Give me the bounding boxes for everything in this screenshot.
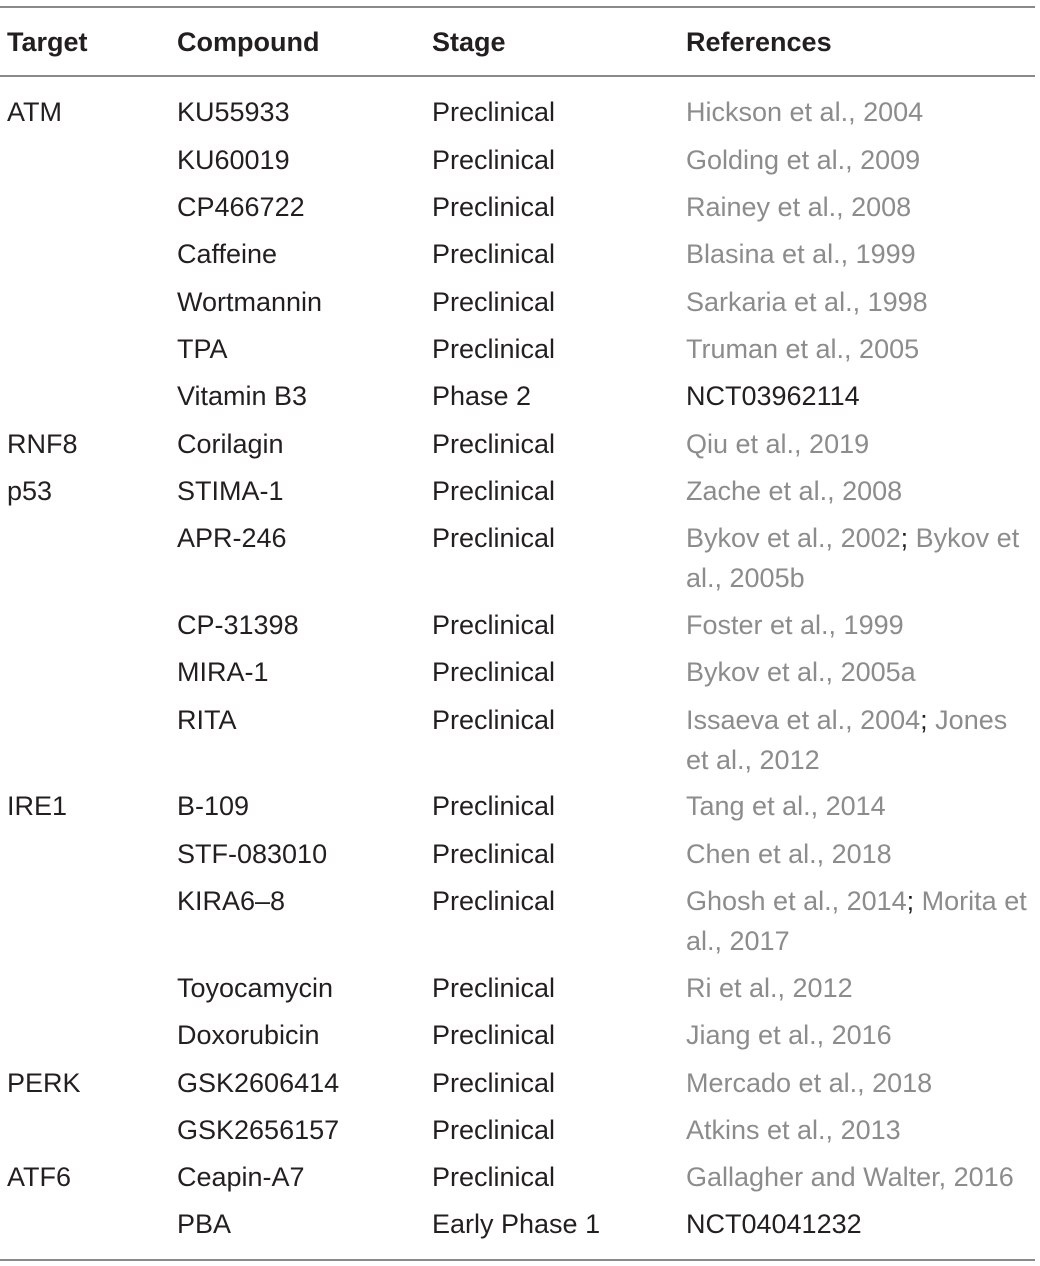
stage-cell: Preclinical — [432, 1068, 556, 1098]
reference-link[interactable]: Zache et al., 2008 — [686, 476, 903, 506]
target-cell: RNF8 — [7, 429, 78, 459]
references-cell — [686, 652, 1031, 692]
compound-cell: PBA — [177, 1209, 232, 1239]
reference-link[interactable]: Issaeva et al., 2004 — [686, 705, 921, 735]
target-cell: p53 — [7, 476, 53, 506]
stage-cell: Preclinical — [432, 657, 556, 687]
target-cell: ATM — [7, 97, 62, 127]
references-cell — [686, 1204, 1031, 1244]
compound-cell: RITA — [177, 705, 237, 735]
compound-cell: Doxorubicin — [177, 1020, 320, 1050]
reference-link[interactable]: Tang et al., 2014 — [686, 791, 886, 821]
references-cell — [686, 187, 1031, 227]
stage-cell: Phase 2 — [432, 381, 532, 411]
references-cell — [686, 376, 1031, 416]
header-stage: Stage — [432, 27, 506, 57]
references-cell — [686, 234, 1031, 274]
compound-cell: GSK2606414 — [177, 1068, 340, 1098]
stage-cell: Preclinical — [432, 610, 556, 640]
stage-cell: Preclinical — [432, 1115, 556, 1145]
compound-cell: APR-246 — [177, 523, 287, 553]
reference-link[interactable]: Chen et al., 2018 — [686, 839, 892, 869]
reference-link[interactable]: Sarkaria et al., 1998 — [686, 287, 928, 317]
header-references: References — [686, 27, 832, 57]
reference-link[interactable]: Foster et al., 1999 — [686, 610, 904, 640]
target-cell: PERK — [7, 1068, 81, 1098]
compound-cell: B-109 — [177, 791, 250, 821]
header-target: Target — [7, 27, 88, 57]
compound-cell: Ceapin-A7 — [177, 1162, 305, 1192]
references-cell — [686, 282, 1031, 322]
compound-cell: Vitamin B3 — [177, 381, 308, 411]
reference-link[interactable]: Atkins et al., 2013 — [686, 1115, 901, 1145]
stage-cell: Preclinical — [432, 523, 556, 553]
trial-id: NCT03962114 — [686, 381, 860, 411]
reference-link[interactable]: Bykov et al., 2005b — [686, 523, 1020, 593]
references-cell — [686, 786, 1031, 826]
reference-link[interactable]: Bykov et al., 2005a — [686, 657, 916, 687]
reference-link[interactable]: Blasina et al., 1999 — [686, 239, 916, 269]
references-cell — [686, 140, 1031, 180]
target-cell: IRE1 — [7, 791, 68, 821]
reference-link[interactable]: Hickson et al., 2004 — [686, 97, 924, 127]
references-cell — [686, 834, 1031, 874]
compound-cell: MIRA-1 — [177, 657, 269, 687]
reference-link[interactable]: Jiang et al., 2016 — [686, 1020, 892, 1050]
compound-cell: Caffeine — [177, 239, 278, 269]
references-cell — [686, 700, 1031, 780]
stage-cell: Preclinical — [432, 145, 556, 175]
header-compound: Compound — [177, 27, 320, 57]
references-cell — [686, 471, 1031, 511]
stage-cell: Preclinical — [432, 429, 556, 459]
reference-link[interactable]: Bykov et al., 2002 — [686, 523, 901, 553]
compound-cell: GSK2656157 — [177, 1115, 340, 1145]
stage-cell: Preclinical — [432, 973, 556, 1003]
stage-cell: Preclinical — [432, 886, 556, 916]
reference-link[interactable]: Jones et al., 2012 — [686, 705, 1008, 775]
stage-cell: Preclinical — [432, 1162, 556, 1192]
reference-link[interactable]: Ri et al., 2012 — [686, 973, 853, 1003]
references-cell — [686, 424, 1031, 464]
reference-link[interactable]: Qiu et al., 2019 — [686, 429, 870, 459]
references-cell — [686, 1015, 1031, 1055]
references-cell — [686, 1063, 1031, 1103]
compound-cell: STF-083010 — [177, 839, 328, 869]
trial-id: NCT04041232 — [686, 1209, 862, 1239]
compound-cell: KU55933 — [177, 97, 290, 127]
references-cell — [686, 92, 1031, 132]
reference-link[interactable]: Rainey et al., 2008 — [686, 192, 912, 222]
compound-cell: Wortmannin — [177, 287, 323, 317]
compound-cell: KU60019 — [177, 145, 290, 175]
references-cell — [686, 605, 1031, 645]
table-top-rule — [0, 6, 1035, 8]
reference-link[interactable]: Truman et al., 2005 — [686, 334, 920, 364]
references-cell — [686, 1110, 1031, 1150]
compound-cell: CP466722 — [177, 192, 305, 222]
stage-cell: Preclinical — [432, 239, 556, 269]
compound-cell: CP-31398 — [177, 610, 299, 640]
reference-link[interactable]: Ghosh et al., 2014 — [686, 886, 907, 916]
reference-link[interactable]: Golding et al., 2009 — [686, 145, 921, 175]
references-cell — [686, 518, 1031, 598]
stage-cell: Preclinical — [432, 476, 556, 506]
references-cell — [686, 881, 1031, 961]
compound-cell: TPA — [177, 334, 228, 364]
target-cell: ATF6 — [7, 1162, 72, 1192]
reference-separator: ; — [900, 523, 916, 553]
stage-cell: Preclinical — [432, 97, 556, 127]
references-cell — [686, 329, 1031, 369]
reference-link[interactable]: Gallagher and Walter, 2016 — [686, 1162, 1014, 1192]
stage-cell: Preclinical — [432, 192, 556, 222]
reference-link[interactable]: Morita et al., 2017 — [686, 886, 1027, 956]
compound-cell: Toyocamycin — [177, 973, 334, 1003]
references-cell — [686, 1157, 1031, 1197]
stage-cell: Preclinical — [432, 334, 556, 364]
reference-link[interactable]: Mercado et al., 2018 — [686, 1068, 933, 1098]
reference-separator: ; — [906, 886, 922, 916]
compound-cell: STIMA-1 — [177, 476, 284, 506]
stage-cell: Preclinical — [432, 287, 556, 317]
reference-separator: ; — [920, 705, 936, 735]
compound-cell: Corilagin — [177, 429, 284, 459]
references-cell — [686, 968, 1031, 1008]
table-header-rule — [0, 75, 1035, 77]
table-bottom-rule — [0, 1259, 1035, 1261]
compound-cell: KIRA6–8 — [177, 886, 286, 916]
stage-cell: Preclinical — [432, 705, 556, 735]
stage-cell: Preclinical — [432, 791, 556, 821]
stage-cell: Early Phase 1 — [432, 1209, 601, 1239]
stage-cell: Preclinical — [432, 1020, 556, 1050]
stage-cell: Preclinical — [432, 839, 556, 869]
